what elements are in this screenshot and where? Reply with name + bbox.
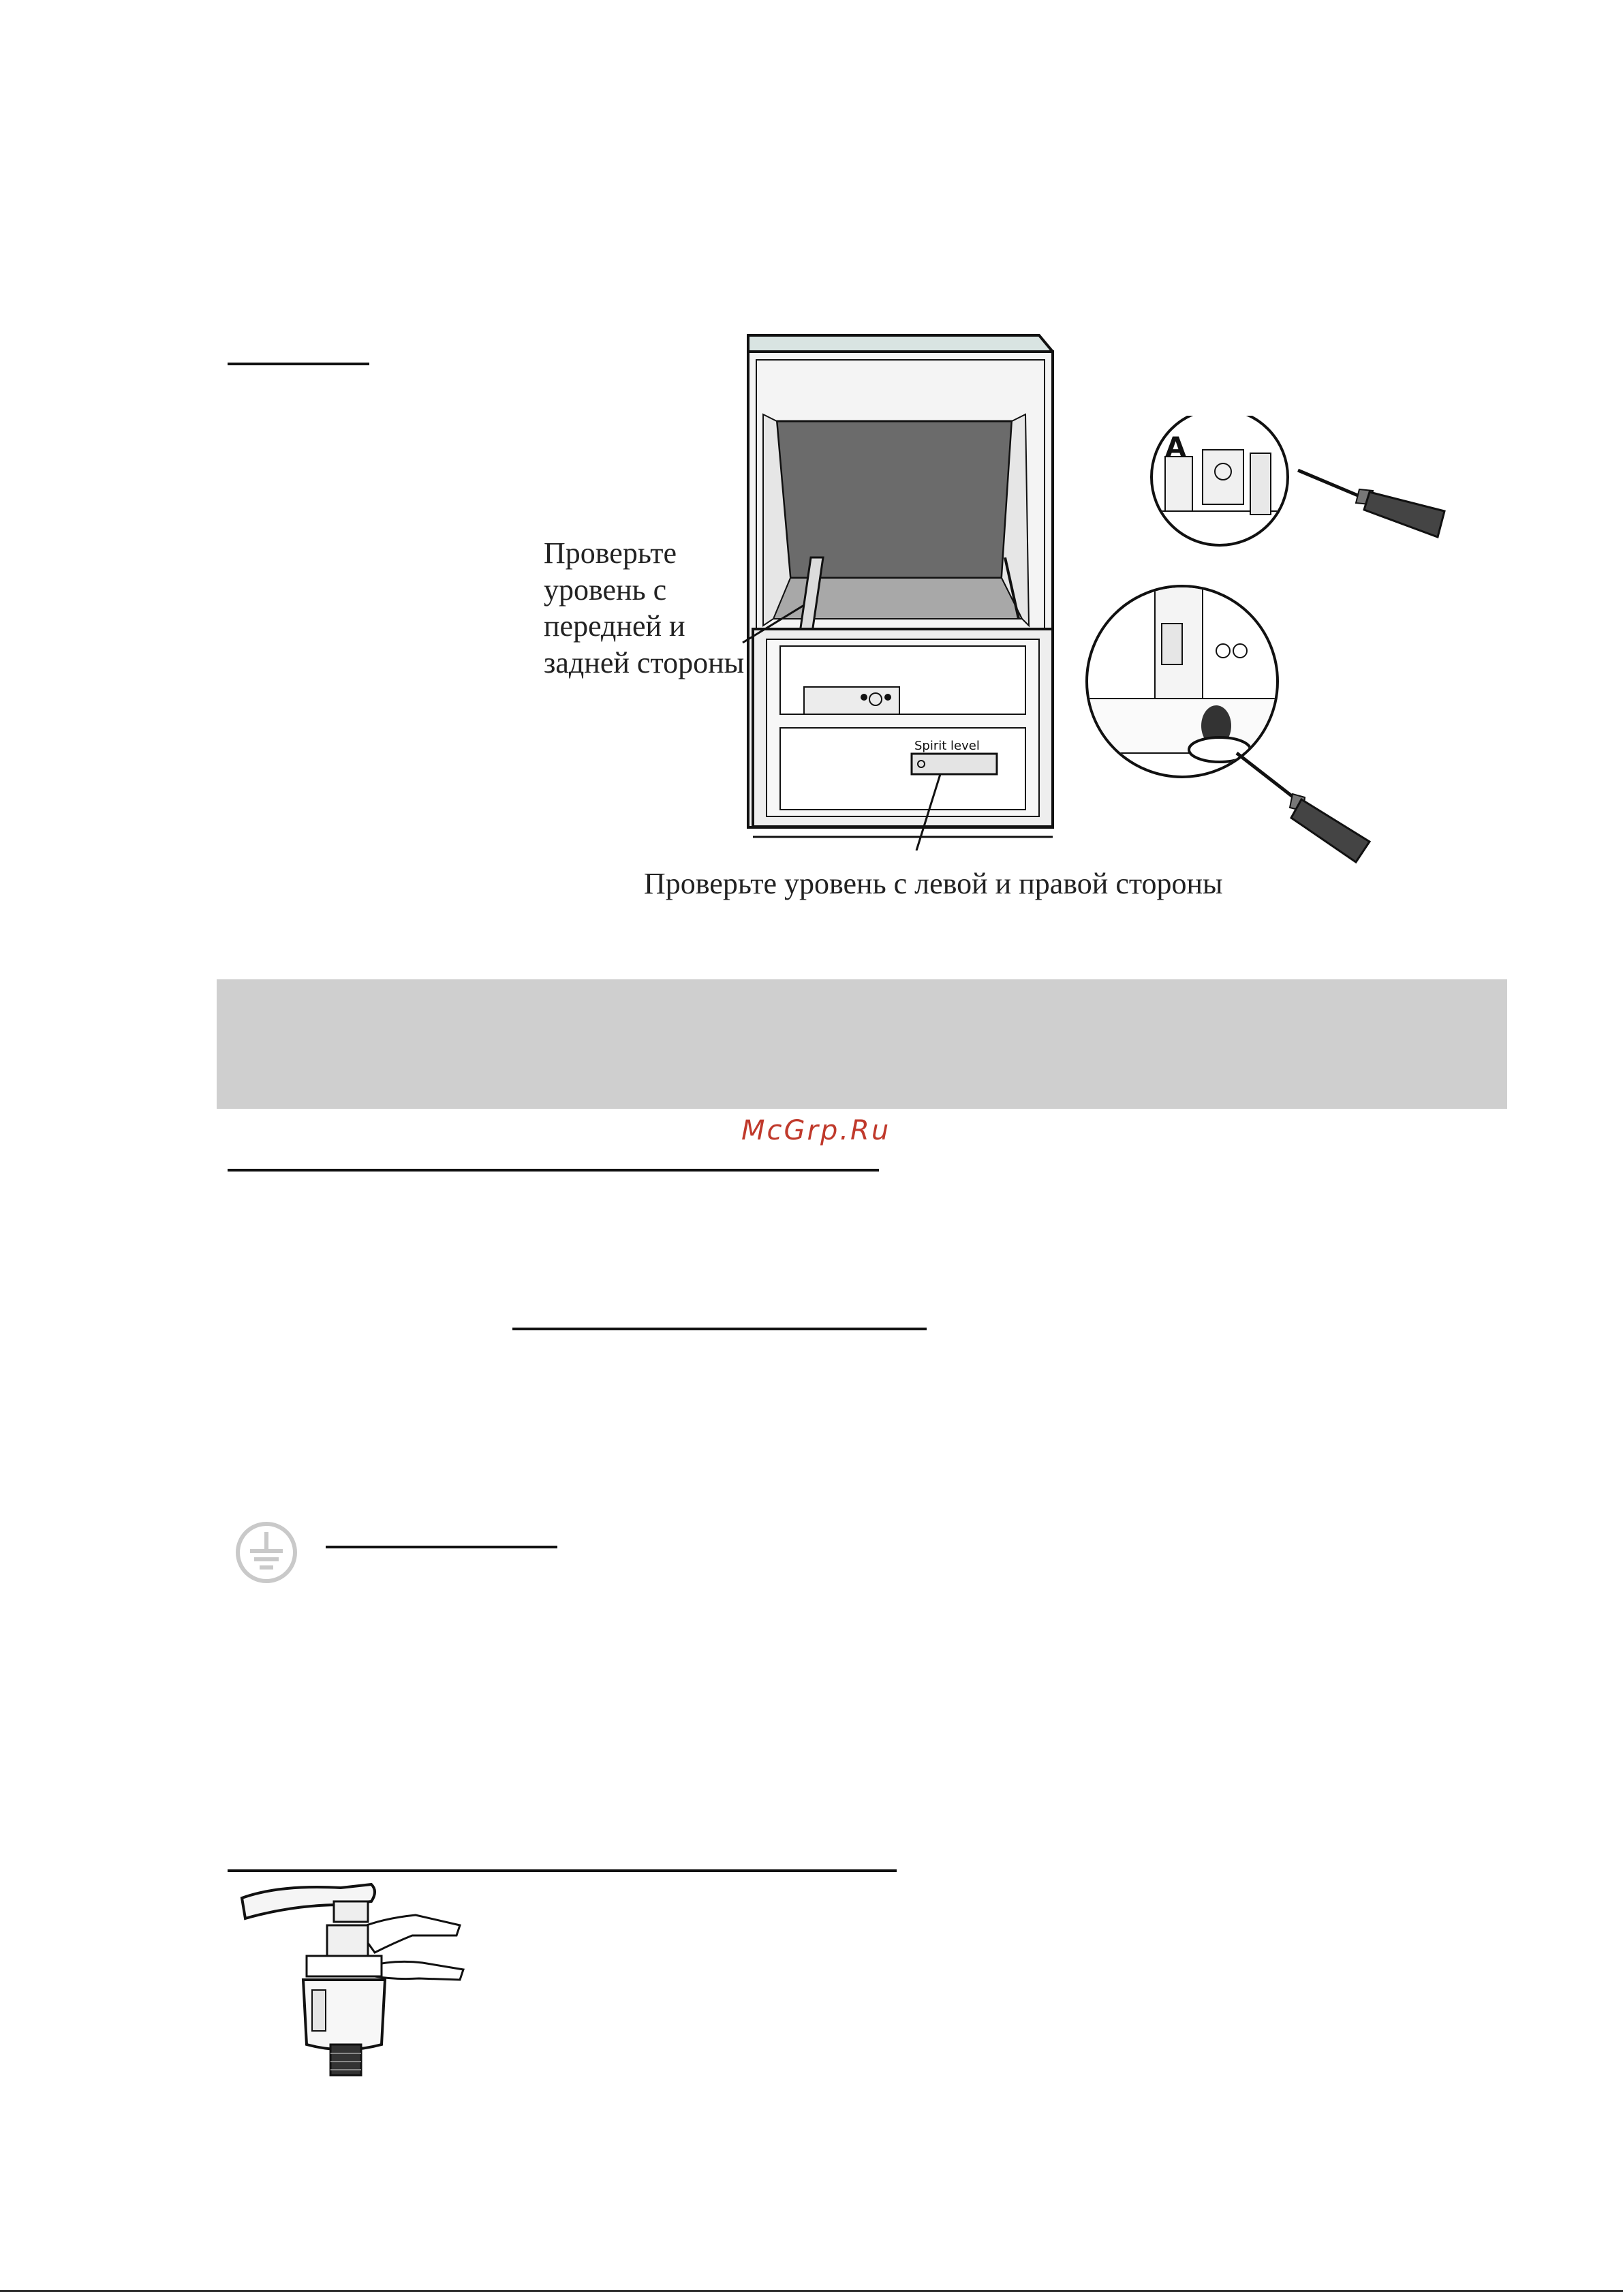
heading-underline-leveling — [228, 363, 369, 365]
ground-symbol-icon — [234, 1520, 299, 1585]
label-front-back — [544, 535, 744, 682]
dishwasher-leveling-illustration — [736, 333, 1090, 851]
heading-underline-electrical — [228, 1169, 879, 1172]
label-front-back-line-3: передней и — [544, 609, 685, 643]
heading-underline-inline — [512, 1328, 927, 1330]
label-left-right: Проверьте уровень с левой и правой стороны — [644, 867, 1223, 900]
inset-a-screwdriver — [1138, 416, 1458, 552]
faucet-adapter-icon — [238, 1878, 470, 2082]
spirit-level-text: Spirit level — [914, 739, 980, 753]
label-front-back-line-2: уровень с — [544, 572, 667, 607]
inset-a-letter: A — [1165, 432, 1186, 463]
label-front-back-line-1: Проверьте — [544, 536, 677, 570]
watermark-text: McGrp.Ru — [741, 1115, 891, 1146]
inset-b-adjustable-foot — [1080, 583, 1380, 869]
note-band — [217, 979, 1507, 1109]
heading-underline-water — [228, 1869, 897, 1872]
label-front-back-line-4: задней стороны — [544, 646, 745, 680]
heading-underline-grounding — [326, 1546, 557, 1548]
footer-rule — [0, 2290, 1623, 2292]
